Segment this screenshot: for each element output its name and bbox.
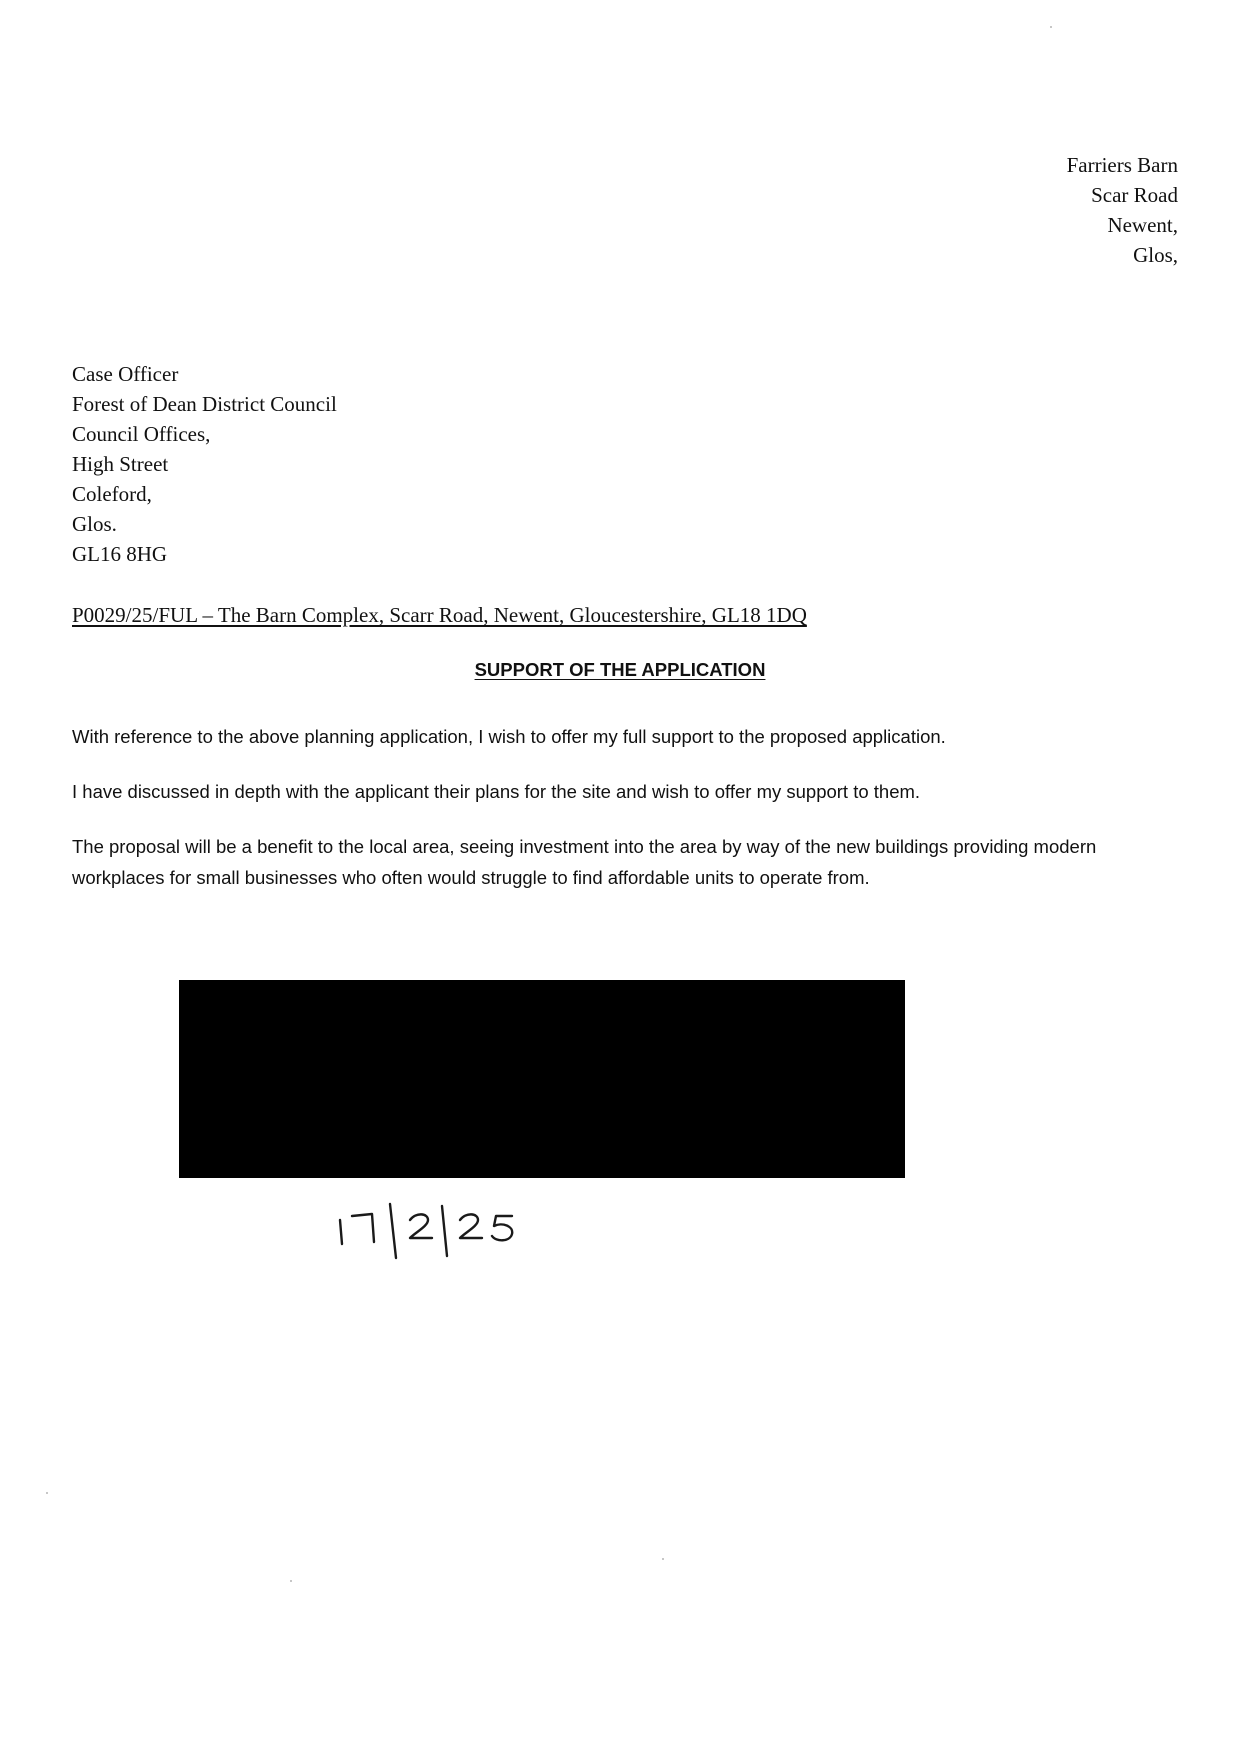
- recipient-address-line: High Street: [72, 452, 169, 476]
- sender-address-line: Newent,: [1107, 213, 1178, 237]
- recipient-address-line: Glos.: [72, 512, 117, 536]
- recipient-address-line: Coleford,: [72, 482, 152, 506]
- body-paragraph: With reference to the above planning application, I wish to offer my full support to the proposed application.: [72, 726, 946, 747]
- sender-address: [1067, 150, 1178, 270]
- sender-address-line: Glos,: [1133, 243, 1178, 267]
- scan-speck: [662, 1558, 664, 1560]
- body-paragraph: The proposal will be a benefit to the local area, seeing investment into the area by way of the new buildings providing modern workplaces for small businesses who often would struggle to find affordable units to operate from.: [72, 836, 1097, 888]
- letter-heading: SUPPORT OF THE APPLICATION: [474, 659, 766, 680]
- application-reference: P0029/25/FUL – The Barn Complex, Scarr Road, Newent, Gloucestershire, GL18 1DQ: [72, 603, 807, 627]
- sender-address-line: Farriers Barn: [1066, 153, 1178, 177]
- recipient-address-line: Case Officer: [72, 362, 179, 386]
- handwritten-date: [330, 1198, 560, 1278]
- scan-speck: [46, 1492, 48, 1494]
- recipient-address-line: Forest of Dean District Council: [72, 392, 337, 416]
- recipient-address: [72, 359, 337, 569]
- recipient-address-line: Council Offices,: [72, 422, 211, 446]
- body-paragraph: I have discussed in depth with the applicant their plans for the site and wish to offer my support to them.: [72, 781, 921, 802]
- scan-speck: [1050, 26, 1052, 28]
- sender-address-line: Scar Road: [1091, 183, 1178, 207]
- redacted-signature-block: [179, 980, 905, 1178]
- recipient-address-line: GL16 8HG: [72, 542, 168, 566]
- scan-speck: [290, 1580, 292, 1582]
